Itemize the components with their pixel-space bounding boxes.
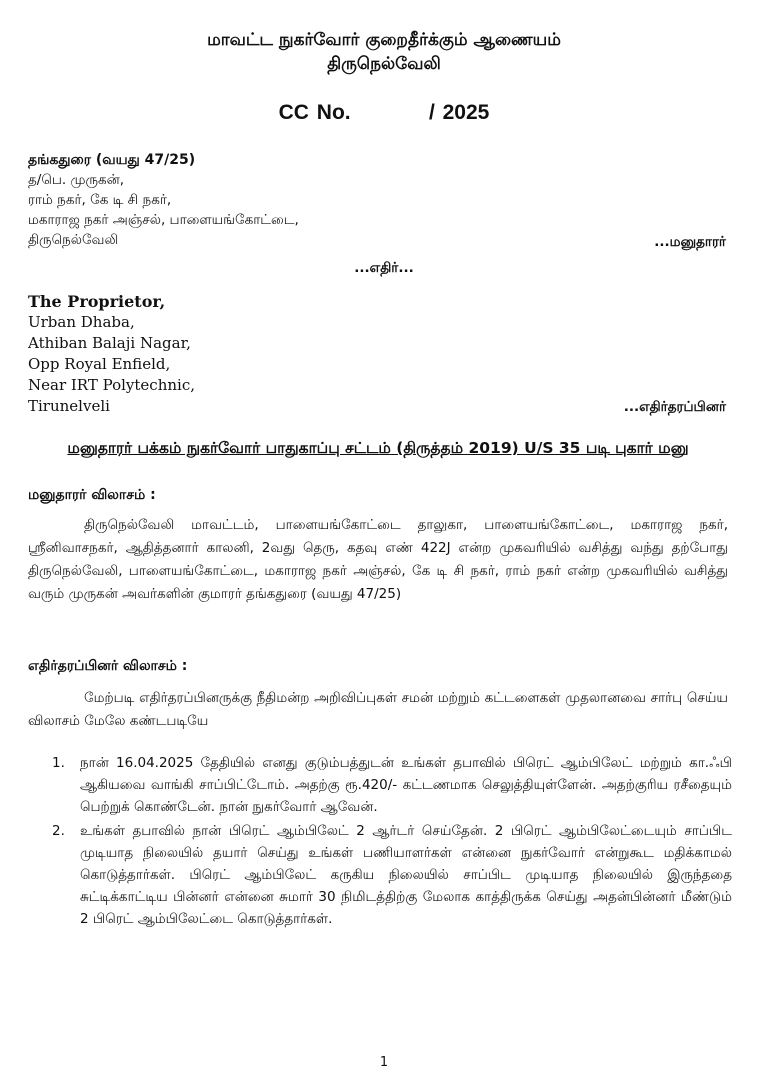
case-number: CC No. / 2025 — [278, 101, 490, 124]
page-number: 1 — [379, 1055, 389, 1070]
list-item-number: 1. — [52, 755, 65, 771]
opposite-party-address-line: Urban Dhaba, — [28, 313, 135, 331]
petition-title: மனுதாரர் பக்கம் நுகர்வோர் பாதுகாப்பு சட்டம் (திருத்தம் 2019) U/S 35 படி புகார் மனு — [67, 439, 689, 457]
complainant-name: தங்கதுரை (வயது 47/25) — [28, 152, 196, 168]
list-item — [28, 820, 732, 930]
opposite-party-address-line: Athiban Balaji Nagar, — [28, 334, 191, 352]
complainant-block — [28, 150, 728, 250]
opposite-address-paragraph: மேற்படி எதிர்தரப்பினருக்கு நீதிமன்ற அறிவிப்புகள் சமன் மற்றும் கட்டளைகள் முதலானவை சார்பு செய்ய விலாசம் மேலே கண்டபடியே — [28, 690, 728, 729]
court-name: மாவட்ட நுகர்வோர் குறைதீர்க்கும் ஆணையம் — [207, 30, 561, 50]
opposite-party-address-line: Near IRT Polytechnic, — [28, 376, 195, 394]
complainant-address-line: ராம் நகர், கே டி சி நகர், — [28, 192, 172, 208]
complainant-address-line: திருநெல்வேலி — [28, 232, 119, 248]
complainant-address-paragraph: திருநெல்வேலி மாவட்டம், பாளையங்கோட்டை தாலுகா, பாளையங்கோட்டை, மகாராஜ நகர், ஸ்ரீனிவாசநகர், ஆதித்தனார் காலனி, 2வது தெரு, கதவு எண் 422J என்ற முகவரியில் வசித்து வந்து தற்போது திருநெல்வேலி, பாளையங்கோட்டை, மகாராஜ நகர் அஞ்சல், கே டி சி நகர், ராம் நகர் என்ற முகவரியில் வசித்து வரும் முருகன் அவர்களின் குமாரர் தங்கதுரை (வயது 47/25) — [28, 517, 728, 602]
list-item — [28, 752, 732, 818]
opposite-party-name: The Proprietor, — [28, 292, 166, 311]
court-location: திருநெல்வேலி — [327, 54, 441, 74]
list-item-number: 2. — [52, 823, 65, 839]
opposite-party-address-line: Tirunelveli — [28, 397, 110, 415]
complainant-address-heading: மனுதாரர் விலாசம் : — [28, 487, 156, 503]
complaint-points-list — [28, 752, 732, 932]
complainant-role: ...மனுதாரர் — [654, 234, 726, 250]
complainant-address-line: மகாராஜ நகர் அஞ்சல், பாளையங்கோட்டை, — [28, 212, 299, 228]
opposite-party-role: ...எதிர்தரப்பினர் — [623, 399, 726, 415]
list-item-text: உங்கள் தபாவில் நான் பிரெட் ஆம்பிலேட் 2 ஆர்டர் செய்தேன். 2 பிரெட் ஆம்பிலேட்டையும் சாப்பிட முடியாத நிலையில் தயார் செய்து உங்கள் பணியாளர்கள் என்னை நுகர்வோர் என்றுகூட மதிக்காமல் கொடுத்தார்கள். பிரெட் ஆம்பிலேட் கருகிய நிலையில் சாப்பிட முடியாத நிலையில் இருந்ததை சுட்டிக்காட்டிய பின்னர் என்னை சுமார் 30 நிமிடத்திற்கு மேலாக காத்திருக்க செய்து அதன்பின்னர் மீண்டும் 2 பிரெட் ஆம்பிலேட்டை கொடுத்தார்கள். — [80, 823, 732, 927]
versus-label: ...எதிர்... — [354, 260, 414, 276]
opposite-party-address-line: Opp Royal Enfield, — [28, 355, 171, 373]
list-item-text: நான் 16.04.2025 தேதியில் எனது குடும்பத்துடன் உங்கள் தபாவில் பிரெட் ஆம்பிலேட் மற்றும் கா.ஃபி ஆகியவை வாங்கி சாப்பிட்டோம். அதற்கு ரூ.420/- கட்டணமாக செலுத்தியுள்ளேன். அதற்குரிய ரசீதையும் பெற்றுக் கொண்டேன். நான் நுகர்வோர் ஆவேன். — [80, 755, 732, 815]
opposite-address-heading: எதிர்தரப்பினர் விலாசம் : — [28, 658, 188, 674]
complainant-address-line: த/பெ. முருகன், — [28, 172, 124, 188]
